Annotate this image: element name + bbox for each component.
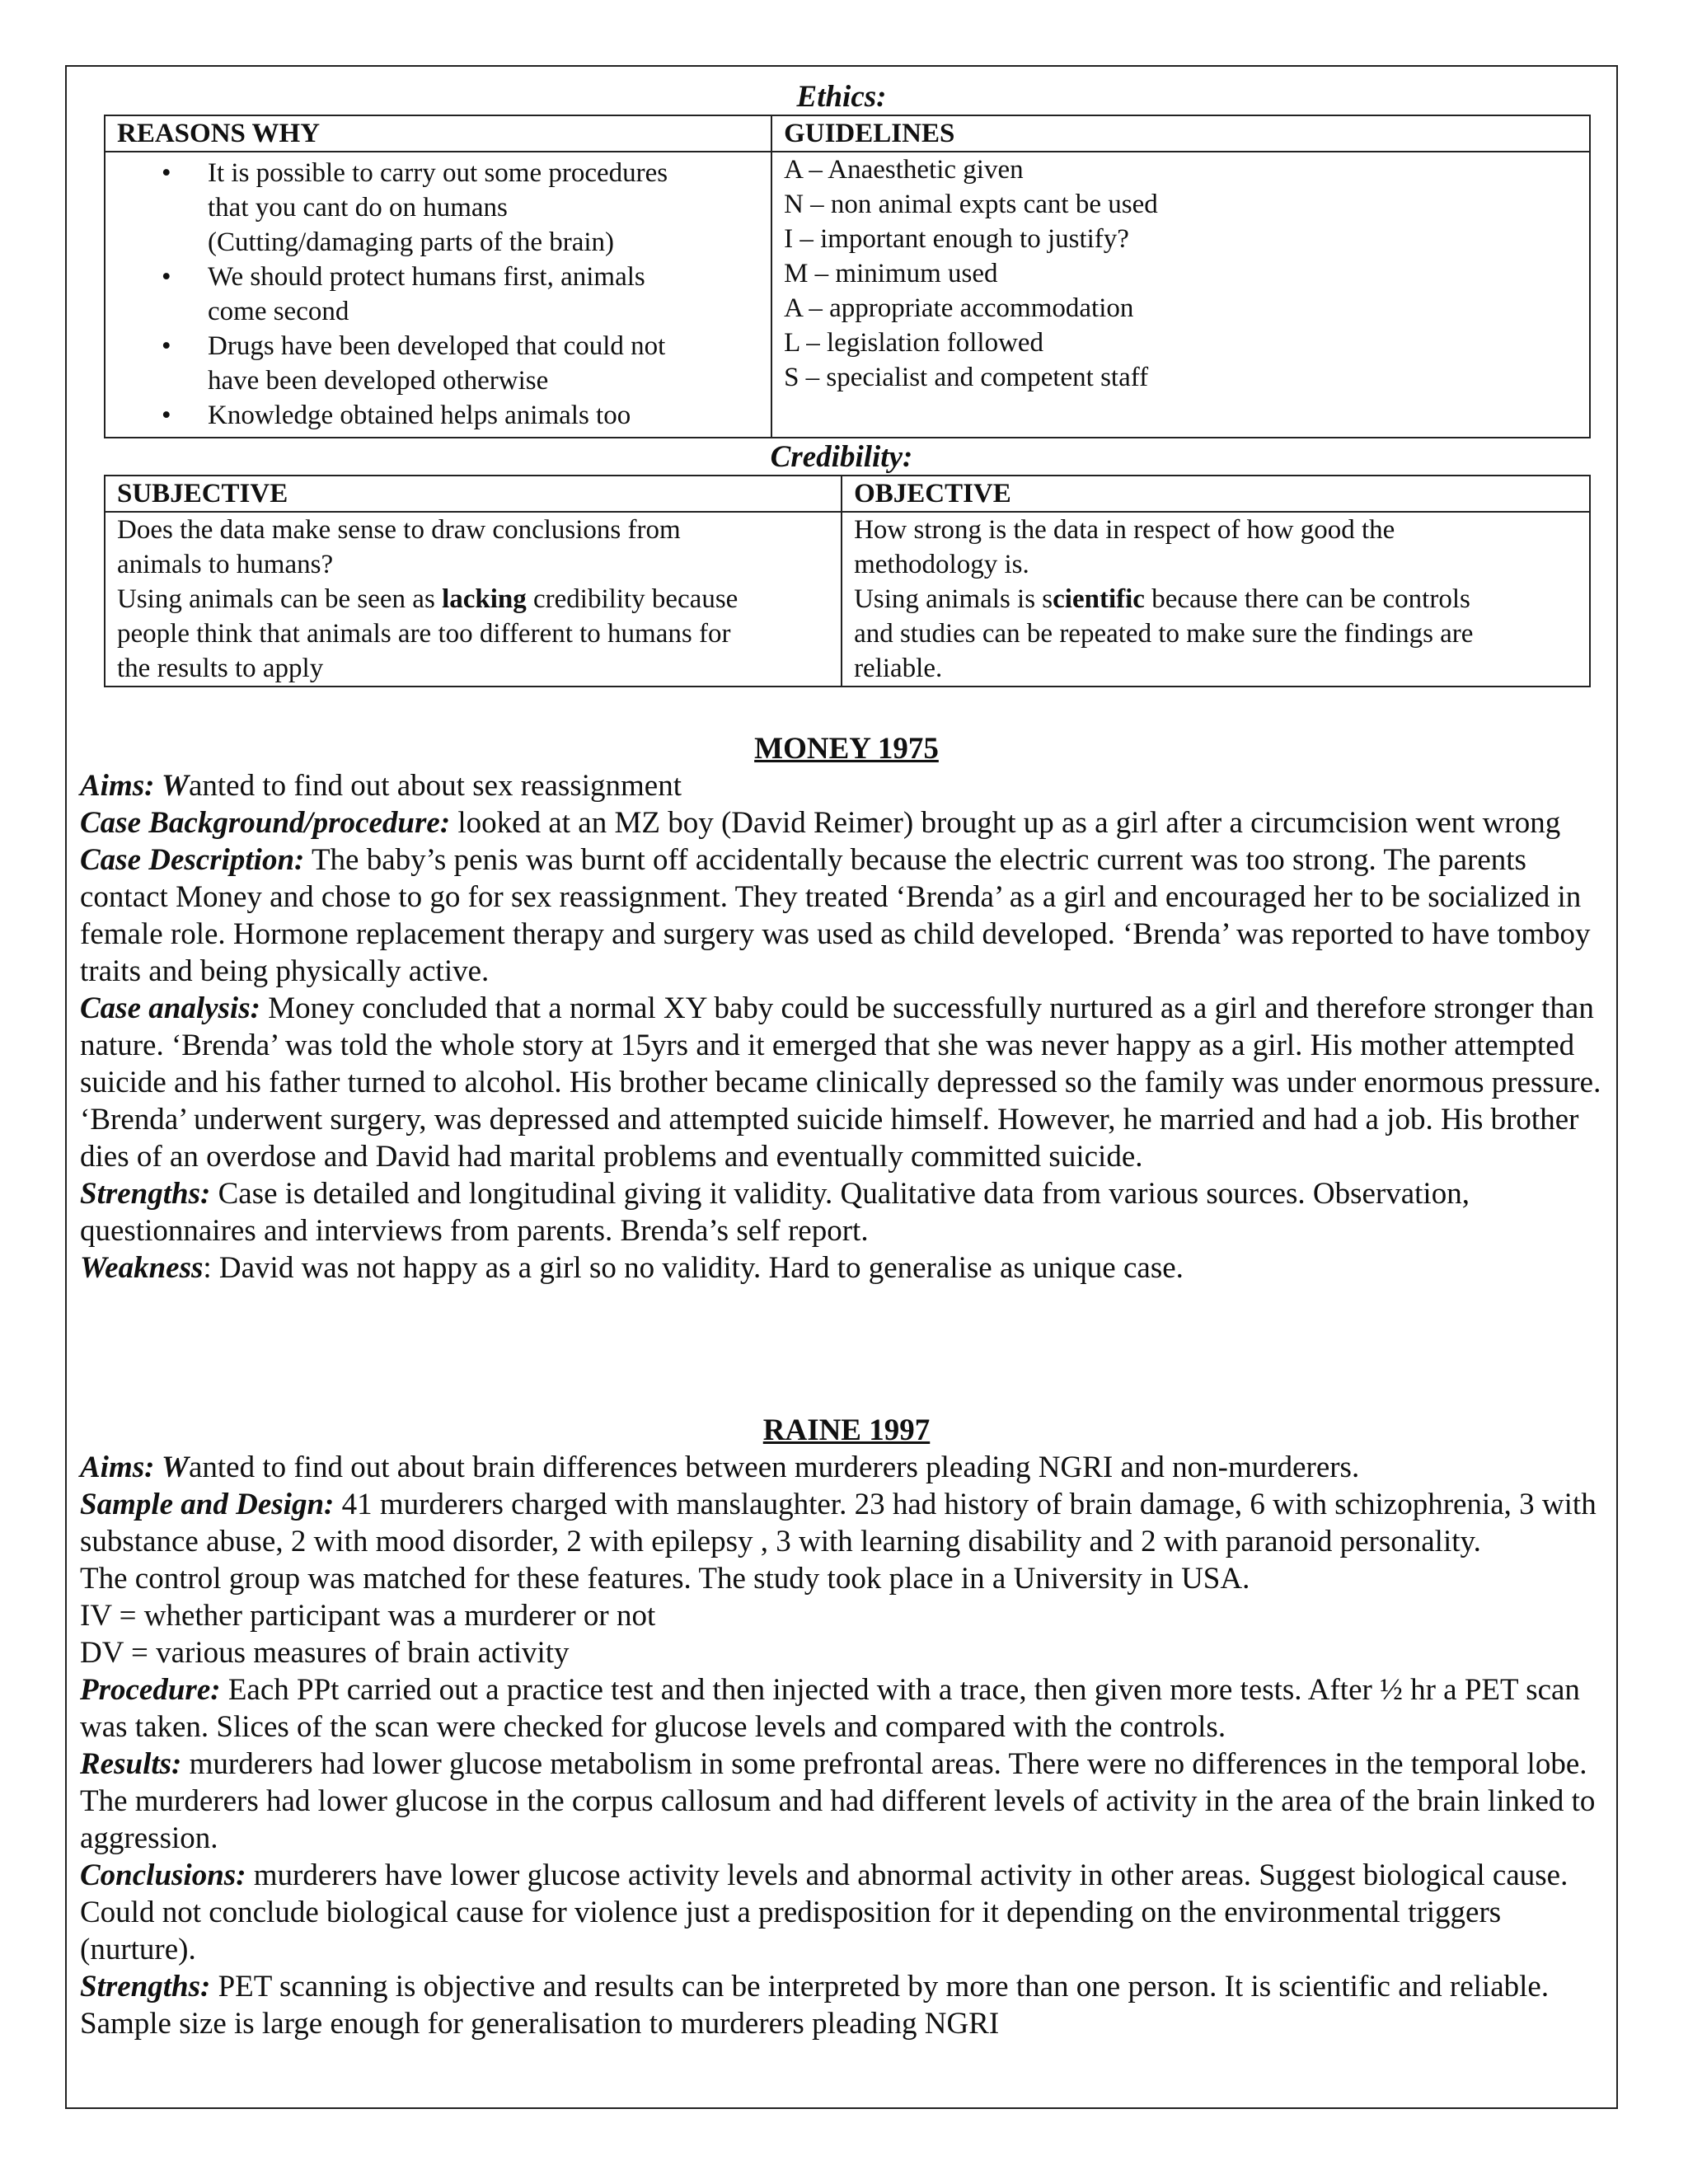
text-line: Does the data make sense to draw conclusions from [117,515,681,545]
paragraph-text: Each PPt carried out a practice test and then injected with a trace, then given more tests. After ½ hr a PET scan was taken. Slices of the scan were checked for glucose levels and compared with the controls. [80,1673,1580,1744]
bullet-icon: • [162,158,171,188]
raine-control-group [80,1560,1613,1597]
guideline-item: A – appropriate accommodation [784,293,1134,323]
subjective-cell [105,512,842,687]
bullet-icon: • [162,331,171,361]
raine-dv [80,1634,1613,1671]
raine-sample-design [80,1486,1613,1560]
raine-title: RAINE 1997 [762,1413,931,1447]
money-background [80,804,1613,841]
guideline-item: L – legislation followed [784,328,1044,358]
text-span: because there can be controls [1144,584,1470,614]
reason-item [106,329,771,398]
reasons-list [106,156,771,433]
guideline-item: N – non animal expts cant be used [784,190,1158,219]
text-line [854,582,1578,616]
reason-line: It is possible to carry out some procedures [208,158,668,188]
reasons-cell [105,152,771,438]
text-span: credibility because [526,584,738,614]
text-line: reliable. [854,654,943,683]
paragraph-label: Aims: W [80,1451,189,1484]
money-description [80,841,1613,990]
paragraph-label: Conclusions: [80,1858,246,1892]
credibility-title: Credibility: [770,440,913,474]
subjective-header: SUBJECTIVE [105,476,842,512]
text-line: and studies can be repeated to make sure the findings are [854,619,1474,649]
reason-line: that you cant do on humans [208,193,508,223]
raine-iv [80,1597,1613,1634]
document-page [65,65,1618,2109]
money-analysis [80,990,1613,1175]
paragraph-text: Money concluded that a normal XY baby could be successfully nurtured as a girl and therefore stronger than nature. ‘Brenda’ was told the whole story at 15yrs and it emerged that she was never happy as a girl. His mother attempted suicide and his father turned to alcohol. His brother became clinically depressed so the family was under enormous pressure. ‘Brenda’ underwent surgery, was depressed and attempted suicide himself. However, he married and had a job. His brother dies of an overdose and David had marital problems and eventually committed suicide. [80,991,1601,1174]
paragraph-text: PET scanning is objective and results can be interpreted by more than one person. It is scientific and reliable. Sample size is large enough for generalisation to murderers pleading NGRI [80,1970,1550,2041]
money-strengths [80,1175,1613,1249]
paragraph-text: anted to find out about sex reassignment [188,769,682,803]
raine-procedure [80,1671,1613,1746]
guidelines-cell [771,152,1590,438]
paragraph-text: 41 murderers charged with manslaughter. 23 had history of brain damage, 6 with schizophrenia, 3 with substance abuse, 2 with mood disorder, 2 with epilepsy , 3 with learning disability and 2 with paranoid personality. [80,1488,1597,1558]
paragraph-text: The control group was matched for these features. The study took place in a University in USA. [80,1562,1250,1596]
reason-line: Knowledge obtained helps animals too [208,401,631,430]
text-line: animals to humans? [117,550,334,579]
raine-study-section [80,1412,1613,2042]
paragraph-text: DV = various measures of brain activity [80,1636,570,1670]
raine-conclusions [80,1857,1613,1968]
guidelines-header: GUIDELINES [771,115,1590,152]
paragraph-text: Case is detailed and longitudinal giving it validity. Qualitative data from various sources. Observation, questionnaires and interviews from parents. Brenda’s self report. [80,1177,1470,1248]
guideline-item: A – Anaesthetic given [784,155,1024,185]
reason-line: have been developed otherwise [208,366,549,396]
text-line: the results to apply [117,654,324,683]
paragraph-label: Case analysis: [80,991,260,1025]
paragraph-label: Case Description: [80,843,305,877]
paragraph-text: : David was not happy as a girl so no validity. Hard to generalise as unique case. [203,1251,1184,1285]
paragraph-label: Procedure: [80,1673,221,1707]
raine-results [80,1746,1613,1857]
raine-aims [80,1449,1613,1486]
paragraph-text: anted to find out about brain differences between murderers pleading NGRI and non-murderers. [188,1451,1360,1484]
guideline-item: M – minimum used [784,259,998,288]
money-study-section [80,730,1613,1286]
paragraph-label: Sample and Design: [80,1488,335,1521]
paragraph-text: IV = whether participant was a murderer or not [80,1599,656,1633]
reasons-why-header: REASONS WHY [105,115,771,152]
bullet-icon: • [162,401,171,430]
reason-line: We should protect humans first, animals [208,262,645,292]
paragraph-label: Strengths: [80,1177,211,1211]
bullet-icon: • [162,262,171,292]
subjective-text [117,513,829,686]
reason-item [106,398,771,433]
objective-header: OBJECTIVE [842,476,1590,512]
guidelines-list [784,152,1578,395]
text-line [117,582,829,616]
reason-item [106,260,771,329]
money-aims [80,767,1613,804]
reason-line: come second [208,297,349,326]
bold-word: cientific [1053,584,1145,614]
reason-line: Drugs have been developed that could not [208,331,666,361]
paragraph-label: Strengths: [80,1970,211,2004]
credibility-section [67,440,1616,687]
text-span: Using animals is s [854,584,1053,614]
paragraph-text: murderers have lower glucose activity levels and abnormal activity in other areas. Suggest biological cause. Could not conclude biological cause for violence just a predisposition for it depending on the environmental triggers (nurture). [80,1858,1568,1966]
objective-text [854,513,1578,686]
ethics-table [104,115,1591,438]
guideline-item: S – specialist and competent staff [784,363,1149,392]
guideline-item: I – important enough to justify? [784,224,1129,254]
money-weakness [80,1249,1613,1286]
text-line: How strong is the data in respect of how good the [854,515,1395,545]
credibility-table [104,475,1591,687]
text-line: methodology is. [854,550,1029,579]
text-line: people think that animals are too different to humans for [117,619,731,649]
raine-strengths [80,1968,1613,2042]
ethics-title: Ethics: [796,80,887,114]
ethics-section [67,80,1616,438]
paragraph-text: The baby’s penis was burnt off accidentally because the electric current was too strong. The parents contact Money and chose to go for sex reassignment. They treated ‘Brenda’ as a girl and encouraged her to be socialized in female role. Hormone replacement therapy and surgery was used as child developed. ‘Brenda’ was reported to have tomboy traits and being physically active. [80,843,1591,988]
paragraph-label: Weakness [80,1251,204,1285]
objective-cell [842,512,1590,687]
bold-word: lacking [442,584,527,614]
reason-item [106,156,771,260]
reason-line: (Cutting/damaging parts of the brain) [208,227,615,257]
money-title: MONEY 1975 [754,732,939,766]
paragraph-label: Case Background/procedure: [80,806,451,840]
paragraph-text: looked at an MZ boy (David Reimer) brought up as a girl after a circumcision went wrong [450,806,1561,840]
paragraph-label: Results: [80,1747,182,1781]
paragraph-label: Aims: W [80,769,189,803]
paragraph-text: murderers had lower glucose metabolism in some prefrontal areas. There were no differences in the temporal lobe. The murderers had lower glucose in the corpus callosum and had different levels of activity in the area of the brain linked to aggression. [80,1747,1596,1855]
text-span: Using animals can be seen as [117,584,443,614]
